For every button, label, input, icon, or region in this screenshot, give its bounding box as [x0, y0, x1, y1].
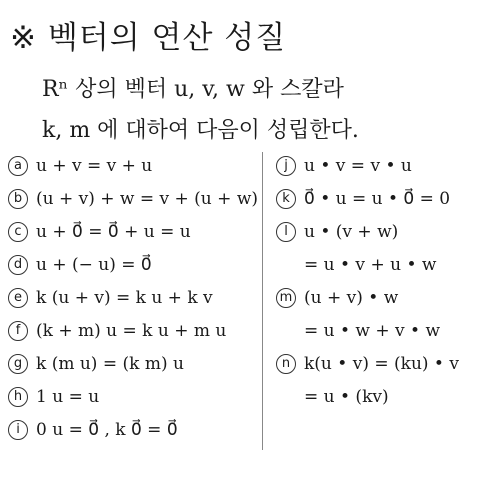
right-property-column: [276, 150, 476, 414]
property-expression: u • (v + w): [304, 222, 399, 242]
property-expression: (u + v) + w = v + (u + w): [36, 189, 258, 209]
property-l-continuation: [276, 249, 476, 282]
property-expression: u • v = v • u: [304, 156, 412, 176]
property-expression: = u • (kv): [304, 387, 389, 407]
property-n: [276, 348, 476, 381]
intro-line-1: Rⁿ 상의 벡터 u, v, w 와 스칼라: [42, 77, 344, 102]
property-m: [276, 282, 476, 315]
column-divider: [262, 152, 263, 450]
marker-l: l: [276, 222, 296, 242]
property-l: [276, 216, 476, 249]
marker-n: n: [276, 354, 296, 374]
property-h: [8, 381, 258, 414]
property-expression: u + v = v + u: [36, 156, 153, 176]
property-expression: 0 u = 0⃗ , k 0⃗ = 0⃗: [36, 420, 178, 440]
property-n-continuation: [276, 381, 476, 414]
left-property-column: [8, 150, 258, 447]
marker-e: e: [8, 288, 28, 308]
property-e: [8, 282, 258, 315]
marker-b: b: [8, 189, 28, 209]
marker-f: f: [8, 321, 28, 341]
property-expression: = u • v + u • w: [304, 255, 437, 275]
marker-m: m: [276, 288, 296, 308]
marker-k: k: [276, 189, 296, 209]
property-g: [8, 348, 258, 381]
marker-c: c: [8, 222, 28, 242]
property-expression: k(u • v) = (ku) • v: [304, 354, 459, 374]
property-expression: u + 0⃗ = 0⃗ + u = u: [36, 222, 191, 242]
page-title: ※ 벡터의 연산 성질: [10, 20, 287, 56]
property-expression: 1 u = u: [36, 387, 100, 407]
property-j: [276, 150, 476, 183]
property-a: [8, 150, 258, 183]
property-expression: (k + m) u = k u + m u: [36, 321, 227, 341]
marker-a: a: [8, 156, 28, 176]
property-expression: (u + v) • w: [304, 288, 399, 308]
property-expression: 0⃗ • u = u • 0⃗ = 0: [304, 189, 451, 209]
property-expression: k (m u) = (k m) u: [36, 354, 184, 374]
marker-blank: [276, 321, 296, 341]
property-k: [276, 183, 476, 216]
property-c: [8, 216, 258, 249]
property-expression: u + (− u) = 0⃗: [36, 255, 152, 275]
marker-blank: [276, 255, 296, 275]
marker-i: i: [8, 420, 28, 440]
marker-j: j: [276, 156, 296, 176]
marker-g: g: [8, 354, 28, 374]
property-f: [8, 315, 258, 348]
property-d: [8, 249, 258, 282]
marker-blank: [276, 387, 296, 407]
property-b: [8, 183, 258, 216]
property-expression: = u • w + v • w: [304, 321, 441, 341]
marker-d: d: [8, 255, 28, 275]
property-i: [8, 414, 258, 447]
property-m-continuation: [276, 315, 476, 348]
marker-h: h: [8, 387, 28, 407]
property-expression: k (u + v) = k u + k v: [36, 288, 213, 308]
intro-line-2: k, m 에 대하여 다음이 성립한다.: [42, 118, 359, 143]
